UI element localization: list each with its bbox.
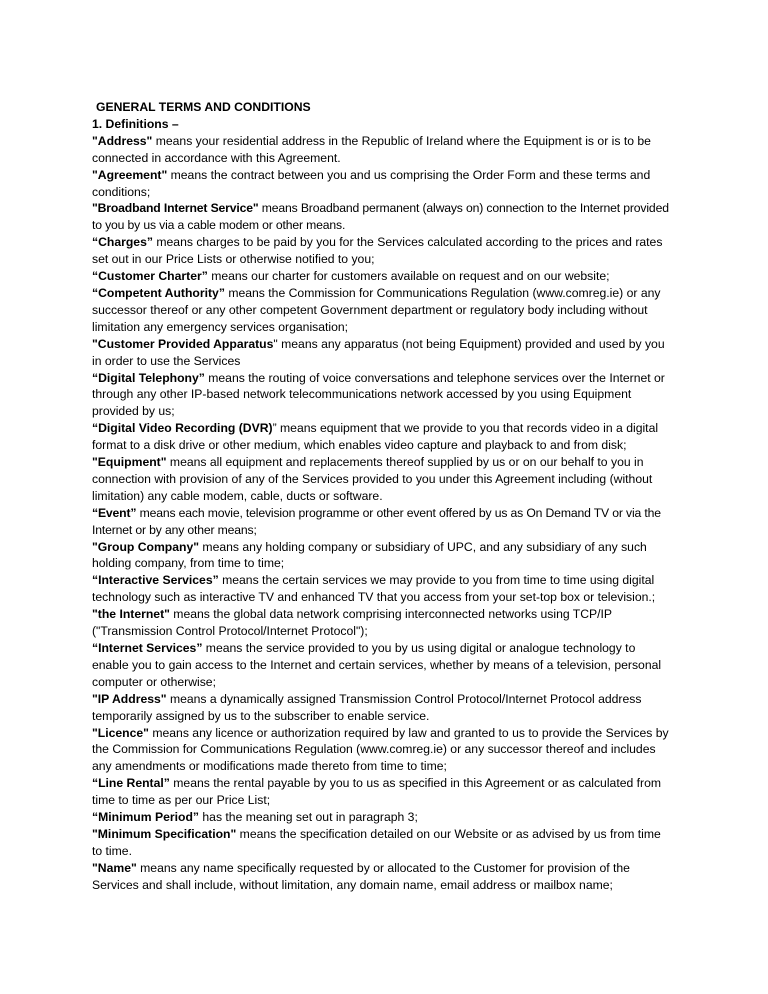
definition-text: ” means equipment that we provide to you that records video in a digital format to a disk drive or other medium, which enables video capture and playback to and from disk; (92, 421, 659, 453)
definition-text: means our charter for customers available on request and on our website; (207, 269, 610, 284)
definition-term: "the Internet" (92, 607, 170, 622)
definition-equipment (92, 454, 672, 505)
definition-group-company (92, 539, 672, 573)
definition-line-rental (92, 775, 672, 809)
definition-term: “Customer Charter” (92, 269, 208, 284)
definition-text: means the contract between you and us comprising the Order Form and these terms and conditions; (92, 167, 651, 199)
definition-name (92, 860, 672, 894)
definition-term: "Address" (92, 133, 153, 148)
definition-text: means the service provided to you by us using digital or analogue technology to enable you to gain access to the Internet and certain services, whether by means of a television, personal computer or otherwise; (92, 641, 662, 689)
definition-term: “Competent Authority” (92, 285, 225, 300)
definition-text: means the certain services we may provide to you from time to time using digital technology such as interactive TV and enhanced TV that you access from your set-top box or television.; (92, 573, 656, 605)
definition-minimum-specification (92, 826, 672, 860)
definition-licence (92, 725, 672, 776)
definition-term: “Line Rental” (92, 776, 170, 791)
definition-text: means any licence or authorization required by law and granted to us to provide the Services by the Commission for Communications Regulation (www.comreg.ie) or any successor thereof and includes any amendments or modifications made thereto from time to time; (92, 725, 669, 774)
definition-term: “Event” (92, 505, 137, 520)
definition-term: “Digital Telephony” (92, 370, 205, 385)
definition-term: "Minimum Specification" (92, 826, 237, 841)
definition-term: “Charges” (92, 235, 153, 250)
definition-competent-authority (92, 285, 672, 336)
definition-term: “Digital Video Recording (DVR) (92, 421, 273, 436)
definition-text: means each movie, television programme or other event offered by us as On Demand TV or via the Internet or by any other means; (92, 505, 661, 537)
definition-internet-services (92, 640, 672, 691)
definition-text: means the specification detailed on our Website or as advised by us from time to time. (92, 826, 661, 858)
definition-customer-provided-apparatus (92, 336, 672, 370)
definition-text: means any holding company or subsidiary of UPC, and any subsidiary of any such holding company, from time to time; (92, 539, 647, 571)
definition-text: means all equipment and replacements thereof supplied by us or on our behalf to you in connection with provision of any of the Services provided to you under this Agreement including (without limitation) any cable modem, cable, ducts or software. (92, 455, 653, 503)
definition-term: "Group Company" (92, 539, 200, 554)
definition-broadband-internet-service (92, 200, 672, 234)
document-page (92, 99, 672, 894)
definition-term: "IP Address" (92, 691, 167, 706)
definition-interactive-services (92, 572, 672, 606)
section-heading: 1. Definitions – (92, 116, 179, 131)
definition-minimum-period (92, 809, 672, 826)
definition-digital-telephony (92, 370, 672, 421)
definition-agreement (92, 167, 672, 201)
definition-text: means charges to be paid by you for the Services calculated according to the prices and rates set out in our Price Lists or otherwise notified to you; (92, 235, 663, 267)
definition-address (92, 133, 672, 167)
definition-text: means any name specifically requested by or allocated to the Customer for provision of the Services and shall include, without limitation, any domain name, email address or mailbox name; (92, 860, 630, 892)
definition-term: “Internet Services” (92, 641, 203, 655)
definition-digital-video-recording (92, 420, 672, 454)
definition-text: means the routing of voice conversations and telephone services over the Internet or through any other IP-based network telecommunications network accessed by you using Equipment provided by us; (92, 370, 665, 419)
definition-term: "Name" (92, 860, 137, 875)
definition-text: means the rental payable by you to us as specified in this Agreement or as calculated from time to time as per our Price List; (92, 776, 662, 808)
definition-text: means your residential address in the Republic of Ireland where the Equipment is or is to be connected in accordance with this Agreement. (92, 133, 651, 165)
definition-charges (92, 234, 672, 268)
definition-term: "Equipment" (92, 455, 167, 470)
definition-customer-charter (92, 268, 672, 285)
definition-text: means the Commission for Communications Regulation (www.comreg.ie) or any successor thereof or any other competent Government department or regulatory body including without limitation any emergency services organisation; (92, 285, 661, 334)
definition-term: "Customer Provided Apparatus (92, 336, 274, 351)
definition-text: means a dynamically assigned Transmission Control Protocol/Internet Protocol address temporarily assigned by us to the subscriber to enable service. (92, 691, 642, 723)
definition-text: means the global data network comprising interconnected networks using TCP/IP ("Transmission Control Protocol/Internet Protocol"); (92, 607, 612, 639)
definition-text: means Broadband permanent (always on) connection to the Internet provided to you by us via a cable modem or other means. (92, 201, 669, 233)
definition-term: “Minimum Period” (92, 810, 199, 825)
definition-term: "Agreement" (92, 167, 168, 182)
definition-ip-address (92, 691, 672, 725)
definition-text: has the meaning set out in paragraph 3; (199, 810, 418, 825)
definition-the-internet (92, 606, 672, 640)
definition-term: "Broadband Internet Service" (92, 201, 259, 216)
definition-term: "Licence" (92, 725, 149, 740)
definition-event (92, 505, 672, 539)
definition-term: “Interactive Services” (92, 573, 219, 588)
definition-text: " means any apparatus (not being Equipment) provided and used by you in order to use the Services (92, 336, 665, 368)
document-title: GENERAL TERMS AND CONDITIONS (96, 100, 311, 114)
